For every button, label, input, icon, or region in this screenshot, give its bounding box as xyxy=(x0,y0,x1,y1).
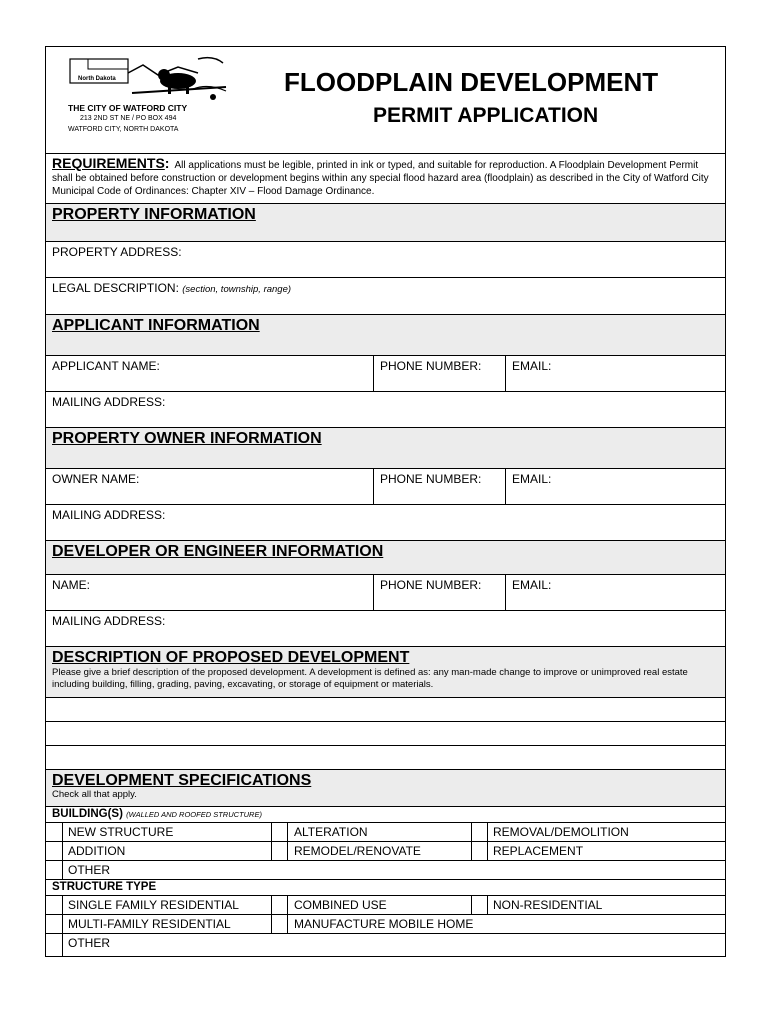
section-property xyxy=(46,203,725,241)
checkbox-row-2 xyxy=(46,841,725,860)
buildings-heading xyxy=(46,806,725,822)
alteration-label: ALTERATION xyxy=(294,825,368,839)
developer-name-label: NAME: xyxy=(52,578,91,592)
requirements-text: All applications must be legible, printed in ink or typed, and suitable for reproduction. A Floodplain Development Permit shall be obtained before construction or development begins within any special flood hazard area (floodplain) as described in the City of Watford City Municipal Code of Ordinances: Chapter XIV – Flood Damage Ordinance. xyxy=(52,160,709,197)
checkbox-row-1 xyxy=(46,822,725,841)
removal-checkbox[interactable] xyxy=(471,823,488,841)
applicant-email-label: EMAIL: xyxy=(512,359,552,373)
mobile-home-label: MANUFACTURE MOBILE HOME xyxy=(294,917,474,931)
buildings-heading-text: BUILDING(S) xyxy=(52,808,123,820)
combined-use-label: COMBINED USE xyxy=(294,898,387,912)
property-address-row[interactable] xyxy=(46,241,725,277)
owner-name-label: OWNER NAME: xyxy=(52,472,140,486)
replacement-label: REPLACEMENT xyxy=(493,844,584,858)
checkbox-row-5 xyxy=(46,914,725,933)
applicant-name-label: APPLICANT NAME: xyxy=(52,359,160,373)
section-developer-title: DEVELOPER OR ENGINEER INFORMATION xyxy=(52,543,384,560)
owner-phone-field[interactable] xyxy=(373,469,505,504)
owner-email-field[interactable] xyxy=(505,469,725,504)
property-address-label: PROPERTY ADDRESS: xyxy=(52,245,182,259)
checkbox-row-3 xyxy=(46,860,725,879)
buildings-heading-sub: (WALLED AND ROOFED STRUCTURE) xyxy=(126,810,262,819)
owner-mailing-row[interactable] xyxy=(46,504,725,540)
other-building-checkbox[interactable] xyxy=(46,861,63,879)
other-building-label: OTHER xyxy=(68,863,110,877)
developer-mailing-label: MAILING ADDRESS: xyxy=(52,614,166,628)
description-line-3[interactable] xyxy=(46,745,725,769)
structure-type-heading-text: STRUCTURE TYPE xyxy=(52,881,157,893)
requirements-block: REQUIREMENTS: All applications must be legible, printed in ink or typed, and suitable for reproduction. A Floodplain Development Permit shall be obtained before construction or development begins within any special flood hazard area (floodplain) as described in the City of Watford City Municipal Code of Ordinances: Chapter XIV – Flood Damage Ordinance. xyxy=(46,153,725,203)
structure-type-heading xyxy=(46,879,725,895)
combined-use-checkbox[interactable] xyxy=(271,896,288,914)
section-specs xyxy=(46,769,725,806)
developer-phone-label: PHONE NUMBER: xyxy=(380,578,482,592)
applicant-name-field[interactable] xyxy=(46,356,373,391)
section-owner-title: PROPERTY OWNER INFORMATION xyxy=(52,430,322,447)
section-owner xyxy=(46,427,725,468)
other-structure-label: OTHER xyxy=(68,936,110,950)
multi-family-label: MULTI-FAMILY RESIDENTIAL xyxy=(68,917,231,931)
form-title: FLOODPLAIN DEVELOPMENT xyxy=(284,67,659,97)
section-property-title: PROPERTY INFORMATION xyxy=(52,206,256,223)
section-description xyxy=(46,646,725,697)
non-residential-checkbox[interactable] xyxy=(471,896,488,914)
legal-description-row[interactable] xyxy=(46,277,725,314)
section-specs-title: DEVELOPMENT SPECIFICATIONS xyxy=(52,772,312,789)
logo-state-text: North Dakota xyxy=(78,76,116,82)
developer-mailing-row[interactable] xyxy=(46,610,725,646)
new-structure-checkbox[interactable] xyxy=(46,823,63,841)
description-line-2[interactable] xyxy=(46,721,725,745)
developer-email-label: EMAIL: xyxy=(512,578,552,592)
checkbox-row-6 xyxy=(46,933,725,956)
addition-checkbox[interactable] xyxy=(46,842,63,860)
developer-row xyxy=(46,574,725,610)
permit-form xyxy=(45,46,726,957)
removal-label: REMOVAL/DEMOLITION xyxy=(493,825,629,839)
remodel-label: REMODEL/RENOVATE xyxy=(294,844,421,858)
section-description-note: Please give a brief description of the proposed development. A development is defined as: any man-made change to improve or unimproved real estate including building, filling, grading, paving, excavating, or storage of equipment or materials. xyxy=(52,667,688,690)
replacement-checkbox[interactable] xyxy=(471,842,488,860)
applicant-mailing-row[interactable] xyxy=(46,391,725,427)
section-developer xyxy=(46,540,725,574)
owner-email-label: EMAIL: xyxy=(512,472,552,486)
owner-row xyxy=(46,468,725,504)
developer-email-field[interactable] xyxy=(505,575,725,610)
non-residential-label: NON-RESIDENTIAL xyxy=(493,898,603,912)
owner-mailing-label: MAILING ADDRESS: xyxy=(52,508,166,522)
city-address-line2: WATFORD CITY, NORTH DAKOTA xyxy=(68,126,179,133)
requirements-heading: REQUIREMENTS xyxy=(52,155,165,171)
new-structure-label: NEW STRUCTURE xyxy=(68,825,174,839)
section-description-title: DESCRIPTION OF PROPOSED DEVELOPMENT xyxy=(52,649,410,666)
form-header xyxy=(46,47,725,153)
legal-description-hint: (section, township, range) xyxy=(182,284,292,295)
section-applicant xyxy=(46,314,725,355)
applicant-phone-field[interactable] xyxy=(373,356,505,391)
form-subtitle: PERMIT APPLICATION xyxy=(373,104,599,127)
city-address-line1: 213 2ND ST NE / PO BOX 494 xyxy=(80,115,177,122)
section-applicant-title: APPLICANT INFORMATION xyxy=(52,317,260,334)
single-family-checkbox[interactable] xyxy=(46,896,63,914)
owner-name-field[interactable] xyxy=(46,469,373,504)
applicant-email-field[interactable] xyxy=(505,356,725,391)
mobile-home-checkbox[interactable] xyxy=(271,915,288,933)
description-line-1[interactable] xyxy=(46,697,725,721)
developer-phone-field[interactable] xyxy=(373,575,505,610)
multi-family-checkbox[interactable] xyxy=(46,915,63,933)
developer-name-field[interactable] xyxy=(46,575,373,610)
section-specs-note: Check all that apply. xyxy=(52,789,137,800)
remodel-checkbox[interactable] xyxy=(271,842,288,860)
applicant-mailing-label: MAILING ADDRESS: xyxy=(52,395,166,409)
city-name: THE CITY OF WATFORD CITY xyxy=(68,103,188,113)
city-logo-icon xyxy=(68,53,228,101)
applicant-phone-label: PHONE NUMBER: xyxy=(380,359,482,373)
other-structure-checkbox[interactable] xyxy=(46,934,63,956)
legal-description-label: LEGAL DESCRIPTION: xyxy=(52,281,179,295)
applicant-row xyxy=(46,355,725,391)
checkbox-row-4 xyxy=(46,895,725,914)
addition-label: ADDITION xyxy=(68,844,126,858)
single-family-label: SINGLE FAMILY RESIDENTIAL xyxy=(68,898,239,912)
alteration-checkbox[interactable] xyxy=(271,823,288,841)
owner-phone-label: PHONE NUMBER: xyxy=(380,472,482,486)
